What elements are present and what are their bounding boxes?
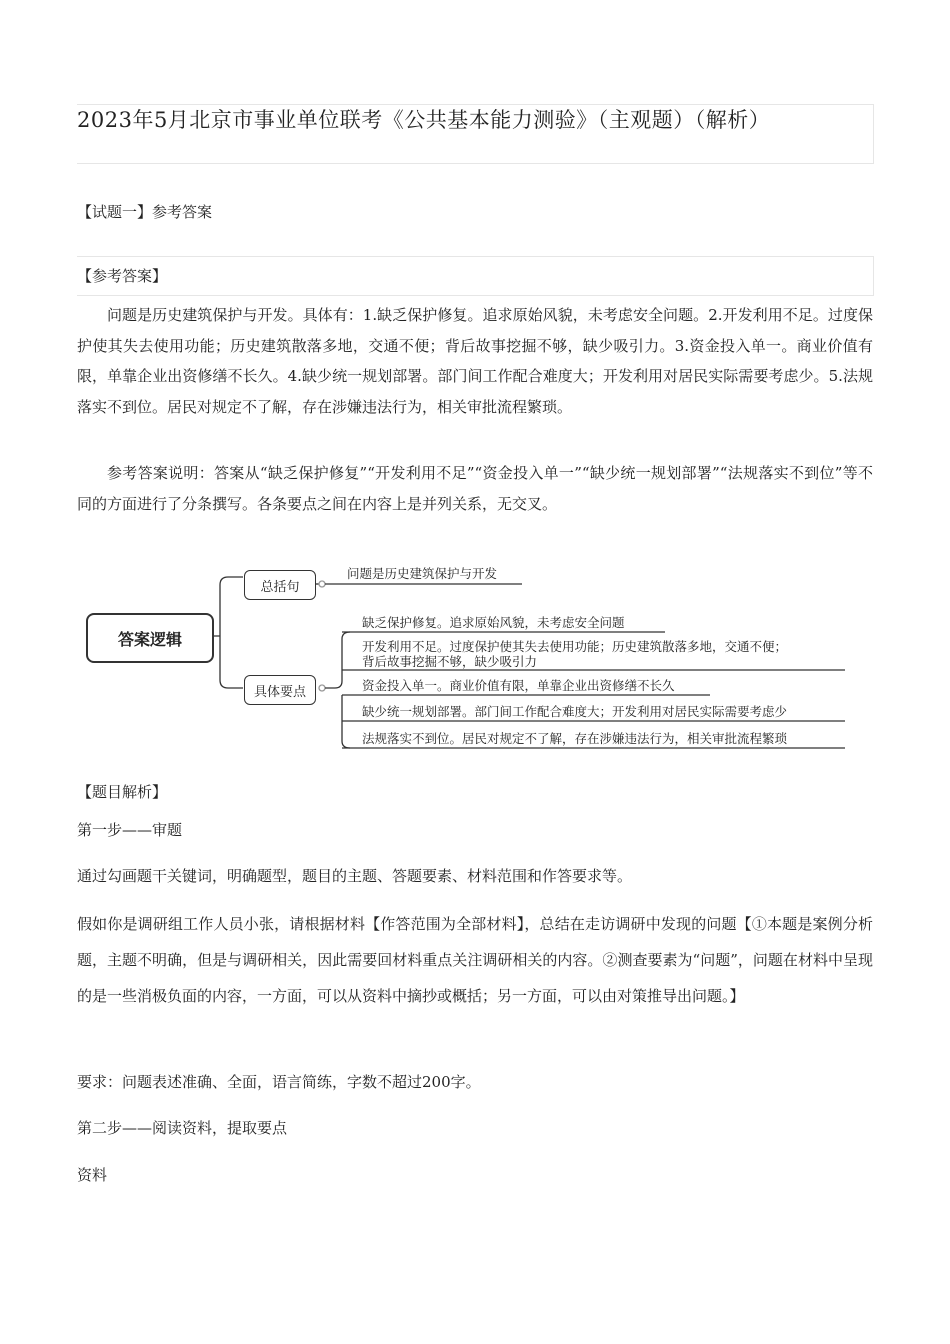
step-one-text: 通过勾画题干关键词，明确题型，题目的主题、答题要素、材料范围和作答要求等。 (77, 867, 633, 885)
mindmap-point: 开发利用不足。过度保护使其失去使用功能；历史建筑散落多地，交通不便； (362, 639, 788, 654)
mindmap-summary-node: 总括句 (244, 570, 316, 600)
page-title: 2023年5月北京市事业单位联考《公共基本能力测验》（主观题）（解析） (77, 104, 874, 164)
mindmap-point: 法规落实不到位。居民对规定不了解，存在涉嫌违法行为，相关审批流程繁琐 (362, 731, 788, 746)
requirement-text: 要求：问题表述准确、全面，语言简练，字数不超过200字。 (77, 1073, 481, 1091)
question-heading: 【试题一】参考答案 (77, 203, 213, 221)
mindmap-point: 资金投入单一。商业价值有限，单靠企业出资修缮不长久 (362, 678, 675, 693)
step-one-heading: 第一步——审题 (77, 821, 183, 839)
answer-logic-mindmap (80, 555, 860, 755)
reference-answer-paragraph: 问题是历史建筑保护与开发。具体有：1.缺乏保护修复。追求原始风貌，未考虑安全问题。2.开发利用不足。过度保护使其失去使用功能；历史建筑散落多地，交通不便；背后故事挖掘不够，缺少吸引力。3.资金投入单一。商业价值有限，单靠企业出资修缮不长久。4.缺少统一规划部署。部门间工作配合难度大；开发利用对居民实际需要考虑少。5.法规落实不到位。居民对规定不了解，存在涉嫌违法行为，相关审批流程繁琐。 (77, 306, 873, 416)
material-label: 资料 (77, 1166, 108, 1184)
mindmap-root: 答案逻辑 (86, 613, 214, 663)
reference-answer-label: 【参考答案】 (77, 256, 874, 296)
step-two-heading: 第二步——阅读资料，提取要点 (77, 1119, 288, 1137)
analysis-label: 【题目解析】 (77, 783, 168, 801)
question-text: 假如你是调研组工作人员小张，请根据材料【作答范围为全部材料】，总结在走访调研中发现的问题【①本题是案例分析题，主题不明确，但是与调研相关，因此需要回材料重点关注调研相关的内容。②测查要素为“问题”，问题在材料中呈现的是一些消极负面的内容，一方面，可以从资料中摘抄或概括；另一方面，可以由对策推导出问题。】 (77, 915, 873, 1005)
mindmap-point: 缺乏保护修复。追求原始风貌，未考虑安全问题 (362, 615, 625, 630)
mindmap-point: 缺少统一规划部署。部门间工作配合难度大；开发利用对居民实际需要考虑少 (362, 704, 788, 719)
mindmap-summary-text: 问题是历史建筑保护与开发 (347, 566, 498, 581)
answer-explanation-paragraph: 参考答案说明：答案从“缺乏保护修复”“开发利用不足”“资金投入单一”“缺少统一规划部署”“法规落实不到位”等不同的方面进行了分条撰写。各条要点之间在内容上是并列关系，无交叉。 (77, 464, 873, 513)
mindmap-point: 背后故事挖掘不够，缺少吸引力 (362, 654, 538, 669)
mindmap-points-node: 具体要点 (244, 675, 316, 705)
